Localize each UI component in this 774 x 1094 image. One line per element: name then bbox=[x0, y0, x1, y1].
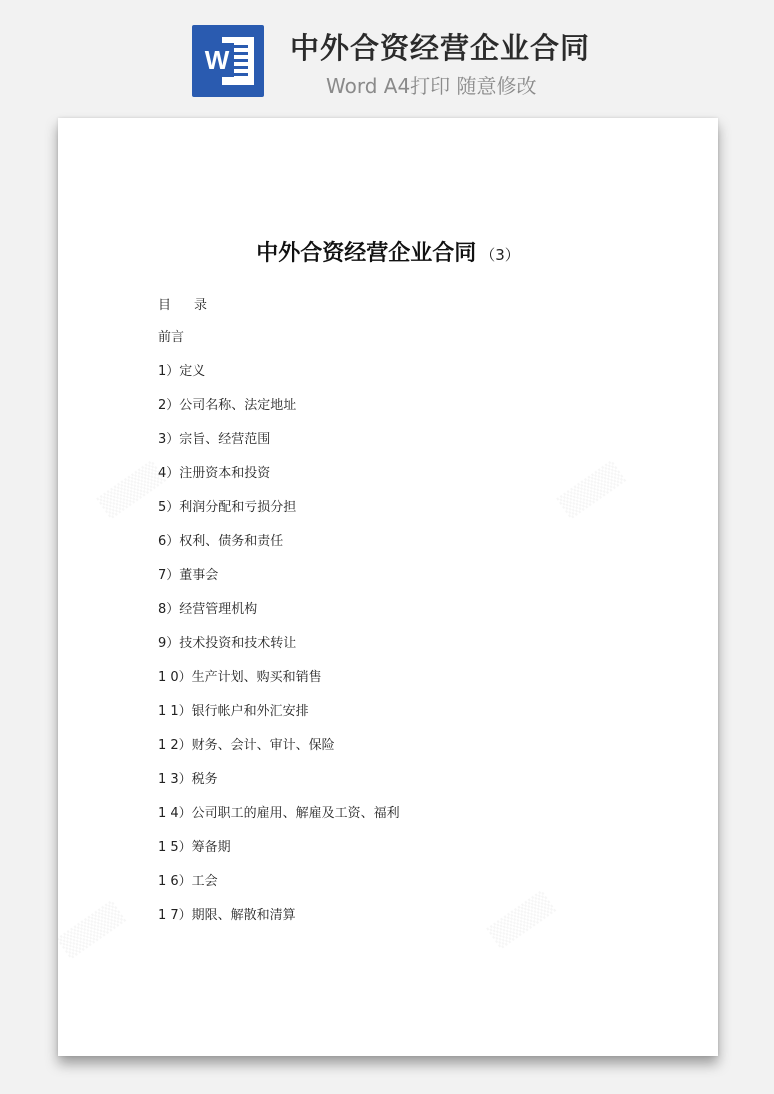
document-title bbox=[58, 236, 718, 267]
toc-item: 5）利润分配和亏损分担 bbox=[158, 500, 297, 515]
watermark-mark bbox=[557, 461, 627, 520]
watermark-mark bbox=[97, 461, 167, 520]
toc-item: 1）定义 bbox=[158, 364, 206, 379]
toc-item: 1 2）财务、会计、审计、保险 bbox=[158, 738, 335, 753]
toc-item: 6）权利、债务和责任 bbox=[158, 534, 284, 549]
word-letter-badge: W bbox=[200, 43, 234, 77]
document-title-text: 中外合资经营企业合同 bbox=[256, 241, 477, 266]
table-of-contents bbox=[158, 328, 400, 940]
document-page bbox=[58, 118, 718, 1056]
toc-item: 3）宗旨、经营范围 bbox=[158, 432, 271, 447]
watermark-mark bbox=[487, 891, 557, 950]
toc-heading-left: 目 bbox=[158, 298, 173, 313]
toc-item: 1 6）工会 bbox=[158, 874, 218, 889]
toc-heading bbox=[158, 294, 208, 313]
toc-item: 前言 bbox=[158, 330, 185, 345]
banner-title: 中外合资经营企业合同 bbox=[290, 31, 591, 65]
banner-subtitle: Word A4打印 随意修改 bbox=[326, 74, 537, 98]
document-title-suffix: （3） bbox=[480, 246, 520, 264]
header-banner bbox=[0, 0, 774, 118]
toc-item: 7）董事会 bbox=[158, 568, 219, 583]
toc-item: 1 0）生产计划、购买和销售 bbox=[158, 670, 322, 685]
toc-item: 1 4）公司职工的雇用、解雇及工资、福利 bbox=[158, 806, 400, 821]
toc-item: 2）公司名称、法定地址 bbox=[158, 398, 297, 413]
toc-item: 1 3）税务 bbox=[158, 772, 218, 787]
toc-item: 1 1）银行帐户和外汇安排 bbox=[158, 704, 309, 719]
watermark-mark bbox=[58, 901, 127, 960]
toc-item: 4）注册资本和投资 bbox=[158, 466, 271, 481]
toc-heading-right: 录 bbox=[194, 298, 209, 313]
word-icon bbox=[192, 25, 264, 97]
toc-item: 1 5）筹备期 bbox=[158, 840, 231, 855]
toc-item: 8）经营管理机构 bbox=[158, 602, 258, 617]
toc-item: 1 7）期限、解散和清算 bbox=[158, 908, 296, 923]
toc-item: 9）技术投资和技术转让 bbox=[158, 636, 297, 651]
